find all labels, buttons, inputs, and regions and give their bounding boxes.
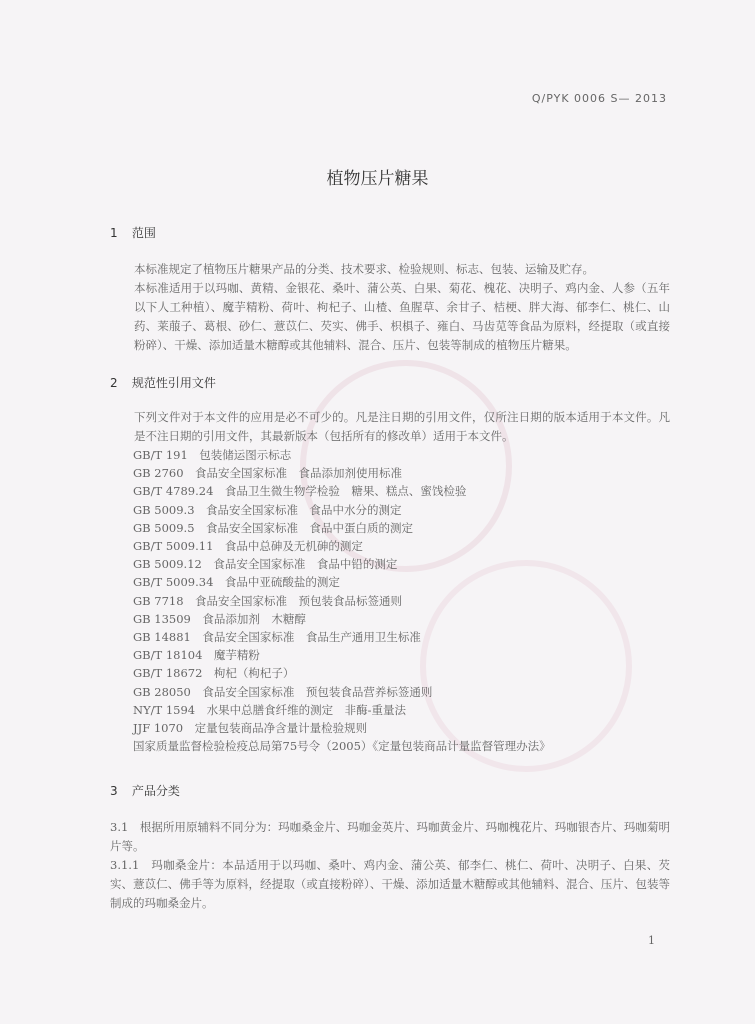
section-title: 产品分类 — [131, 784, 180, 798]
reference-list — [133, 446, 551, 755]
reference-item: GB 5009.5 食品安全国家标准 食品中蛋白质的测定 — [133, 520, 414, 535]
page-number: 1 — [648, 934, 655, 947]
reference-item: GB 14881 食品安全国家标准 食品生产通用卫生标准 — [133, 630, 421, 645]
section-2-intro — [110, 408, 670, 446]
reference-item: GB 7718 食品安全国家标准 预包装食品标签通则 — [133, 593, 403, 608]
reference-item: GB 5009.3 食品安全国家标准 食品中水分的测定 — [133, 502, 402, 517]
reference-item: GB/T 18672 枸杞（枸杞子） — [133, 666, 295, 681]
section-title: 规范性引用文件 — [131, 376, 216, 390]
scope-paragraph-2: 本标准适用于以玛咖、黄精、金银花、桑叶、蒲公英、白果、菊花、槐花、决明子、鸡内金、人参（五年以下人工种植）、魔芋精粉、荷叶、枸杞子、山楂、鱼腥草、余甘子、桔梗、胖大海、郁李仁、桃仁、山药、莱菔子、葛根、砂仁、薏苡仁、芡实、佛手、枳椇子、雍白、马齿苋等食品为原料，经提取（或直接粉碎）、干燥、添加适量木糖醇或其他辅料、混合、压片、包装等制成的植物压片糖果。 — [134, 281, 670, 352]
section-3-heading — [110, 782, 180, 799]
reference-item: GB/T 18104 魔芋精粉 — [133, 648, 260, 663]
reference-item: 国家质量监督检验检疫总局第75号令（2005）《定量包装商品计量监督管理办法》 — [133, 739, 551, 754]
section-1-body — [110, 260, 670, 355]
section-number: 3 — [110, 784, 118, 798]
reference-item: GB 13509 食品添加剂 木糖醇 — [133, 611, 306, 626]
reference-item: NY/T 1594 水果中总膳食纤维的测定 非酶-重量法 — [133, 702, 407, 717]
reference-item: GB/T 5009.11 食品中总砷及无机砷的测定 — [133, 539, 363, 554]
section-3-body — [110, 818, 670, 913]
reference-item: GB/T 5009.34 食品中亚硫酸盐的测定 — [133, 575, 340, 590]
section-1-heading — [110, 224, 156, 241]
section-number: 1 — [110, 226, 118, 240]
reference-item: GB 5009.12 食品安全国家标准 食品中铅的测定 — [133, 557, 398, 572]
reference-item: JJF 1070 定量包装商品净含量计量检验规则 — [133, 721, 368, 736]
reference-item: GB/T 191 包装储运图示标志 — [133, 448, 292, 462]
clause-3-1: 3.1 根据所用原辅料不同分为：玛咖桑金片、玛咖金英片、玛咖黄金片、玛咖槐花片、玛咖银杏片、玛咖菊明片等。 — [110, 820, 670, 853]
reference-item: GB 2760 食品安全国家标准 食品添加剂使用标准 — [133, 466, 403, 481]
scope-paragraph-1: 本标准规定了植物压片糖果产品的分类、技术要求、检验规则、标志、包装、运输及贮存。 — [134, 262, 594, 276]
document-title: 植物压片糖果 — [326, 169, 429, 189]
section-2-heading — [110, 374, 216, 391]
section-title: 范围 — [131, 226, 156, 240]
standard-code: Q/PYK 0006 S— 2013 — [531, 92, 667, 105]
references-intro: 下列文件对于本文件的应用是必不可少的。凡是注日期的引用文件，仅所注日期的版本适用于本文件。凡是不注日期的引用文件，其最新版本（包括所有的修改单）适用于本文件。 — [134, 410, 670, 443]
reference-item: GB/T 4789.24 食品卫生微生物学检验 糖果、糕点、蜜饯检验 — [133, 484, 467, 499]
clause-3-1-1: 3.1.1 玛咖桑金片：本品适用于以玛咖、桑叶、鸡内金、蒲公英、郁李仁、桃仁、荷叶、决明子、白果、芡实、薏苡仁、佛手等为原料，经提取（或直接粉碎）、干燥、添加适量木糖醇或其他辅料、混合、压片、包装等制成的玛咖桑金片。 — [110, 858, 670, 910]
section-number: 2 — [110, 376, 118, 390]
reference-item: GB 28050 食品安全国家标准 预包装食品营养标签通则 — [133, 684, 433, 699]
